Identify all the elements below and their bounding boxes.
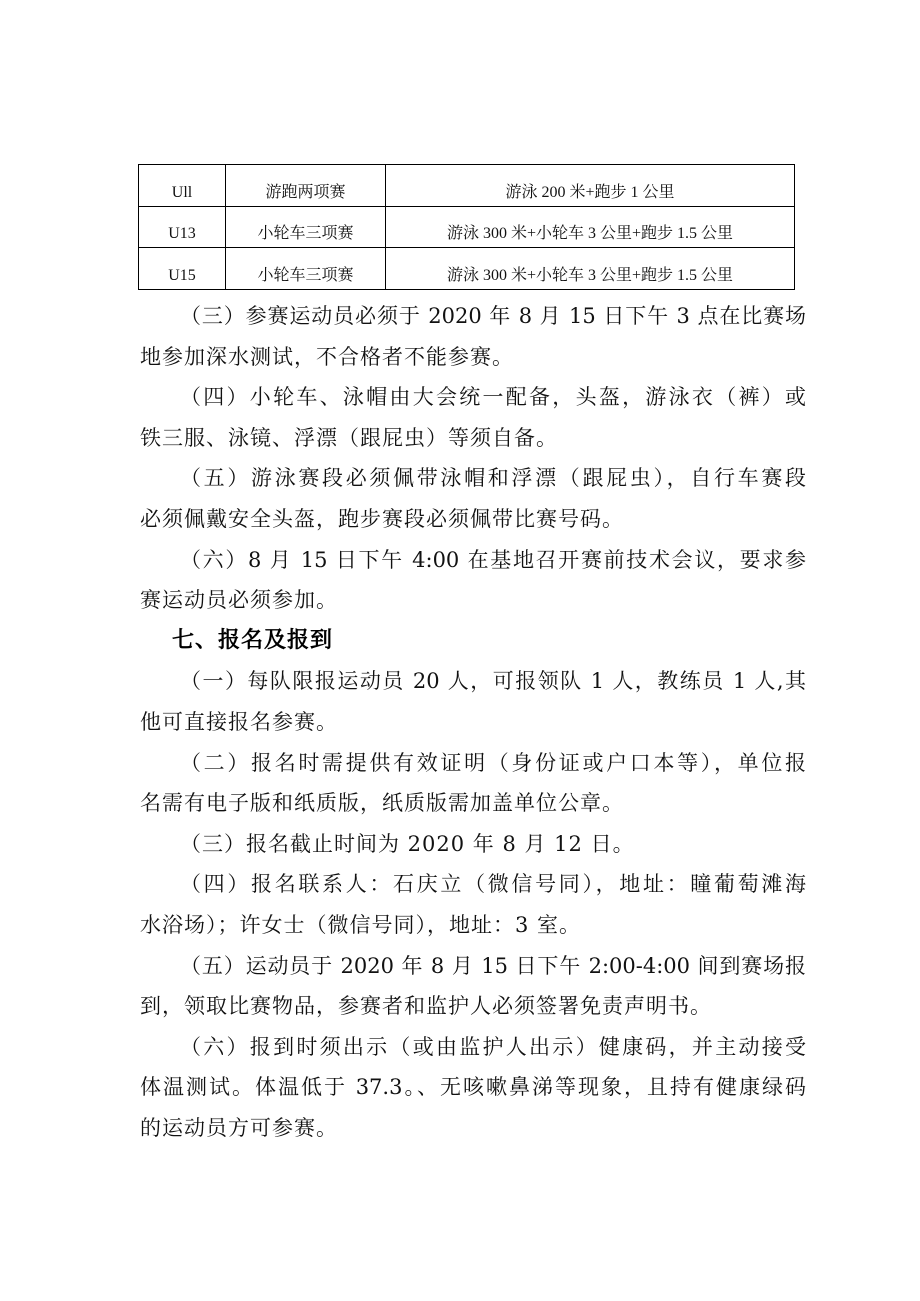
body-text — [140, 296, 806, 1148]
event-content-cell: 游泳 300 米+小轮车 3 公里+跑步 1.5 公里 — [386, 248, 795, 290]
paragraph-line: 他可直接报名参赛。 — [140, 709, 338, 734]
section-heading: 七、报名及报到 — [172, 627, 334, 653]
paragraph-line: （四）报名联系人：石庆立（微信号同），地址：瞳葡萄滩海 — [180, 872, 806, 897]
registration-paragraph — [140, 743, 806, 824]
event-content-cell: 游泳 300 米+小轮车 3 公里+跑步 1.5 公里 — [386, 206, 795, 248]
registration-paragraph — [140, 824, 806, 865]
rule-paragraph — [140, 540, 806, 621]
event-name-cell: 小轮车三项赛 — [226, 248, 386, 290]
paragraph-line: （一）每队限报运动员 20 人，可报领队 1 人，教练员 1 人,其 — [180, 669, 806, 694]
registration-paragraph — [140, 1027, 806, 1149]
paragraph-line: 地参加深水测试，不合格者不能参赛。 — [140, 344, 514, 369]
registration-paragraph — [140, 864, 806, 945]
paragraph-line: （五）游泳赛段必须佩带泳帽和浮漂（跟屁虫），自行车赛段 — [180, 466, 806, 491]
registration-paragraph — [140, 946, 806, 1027]
event-content-cell: 游泳 200 米+跑步 1 公里 — [386, 165, 795, 207]
paragraph-line: 必须佩戴安全头盔，跑步赛段必须佩带比赛号码。 — [140, 506, 624, 531]
paragraph-line: （四）小轮车、泳帽由大会统一配备，头盔，游泳衣（裤）或 — [180, 385, 806, 410]
table-row — [139, 165, 795, 207]
age-group-cell: U15 — [139, 248, 226, 290]
rule-paragraph — [140, 377, 806, 458]
paragraph-line: （六）报到时须出示（或由监护人出示）健康码，并主动接受 — [180, 1034, 806, 1059]
paragraph-line: 水浴场）；许女士（微信号同），地址：3 室。 — [140, 912, 582, 937]
paragraph-line: （三）参赛运动员必须于 2020 年 8 月 15 日下午 3 点在比赛场 — [180, 304, 806, 328]
rule-paragraph — [140, 458, 806, 539]
paragraph-line: （五）运动员于 2020 年 8 月 15 日下午 2:00-4:00 间到赛场报 — [180, 953, 806, 978]
paragraph-line: 名需有电子版和纸质版，纸质版需加盖单位公章。 — [140, 791, 624, 816]
paragraph-line: 体温测试。体温低于 37.3。、无咳嗽鼻涕等现象，且持有健康绿码 — [140, 1075, 806, 1100]
paragraph-line: 的运动员方可参赛。 — [140, 1115, 338, 1140]
paragraph-line: （六）8 月 15 日下午 4:00 在基地召开赛前技术会议，要求参 — [180, 547, 806, 572]
event-table — [138, 164, 795, 290]
paragraph-line: 赛运动员必须参加。 — [140, 588, 338, 613]
event-name-cell: 游跑两项赛 — [226, 165, 386, 207]
age-group-cell: U13 — [139, 206, 226, 248]
paragraph-line: （三）报名截止时间为 2020 年 8 月 12 日。 — [180, 831, 635, 856]
table-row — [139, 206, 795, 248]
event-name-cell: 小轮车三项赛 — [226, 206, 386, 248]
paragraph-line: 到，领取比赛物品，参赛者和监护人必须签署免责声明书。 — [140, 994, 712, 1019]
registration-paragraph — [140, 661, 806, 742]
age-group-cell: Ull — [139, 165, 226, 207]
paragraph-line: （二）报名时需提供有效证明（身份证或户口本等），单位报 — [180, 750, 806, 775]
table-row — [139, 248, 795, 290]
paragraph-line: 铁三服、泳镜、浮漂（跟屁虫）等须自备。 — [140, 425, 558, 450]
rule-paragraph — [140, 296, 806, 377]
